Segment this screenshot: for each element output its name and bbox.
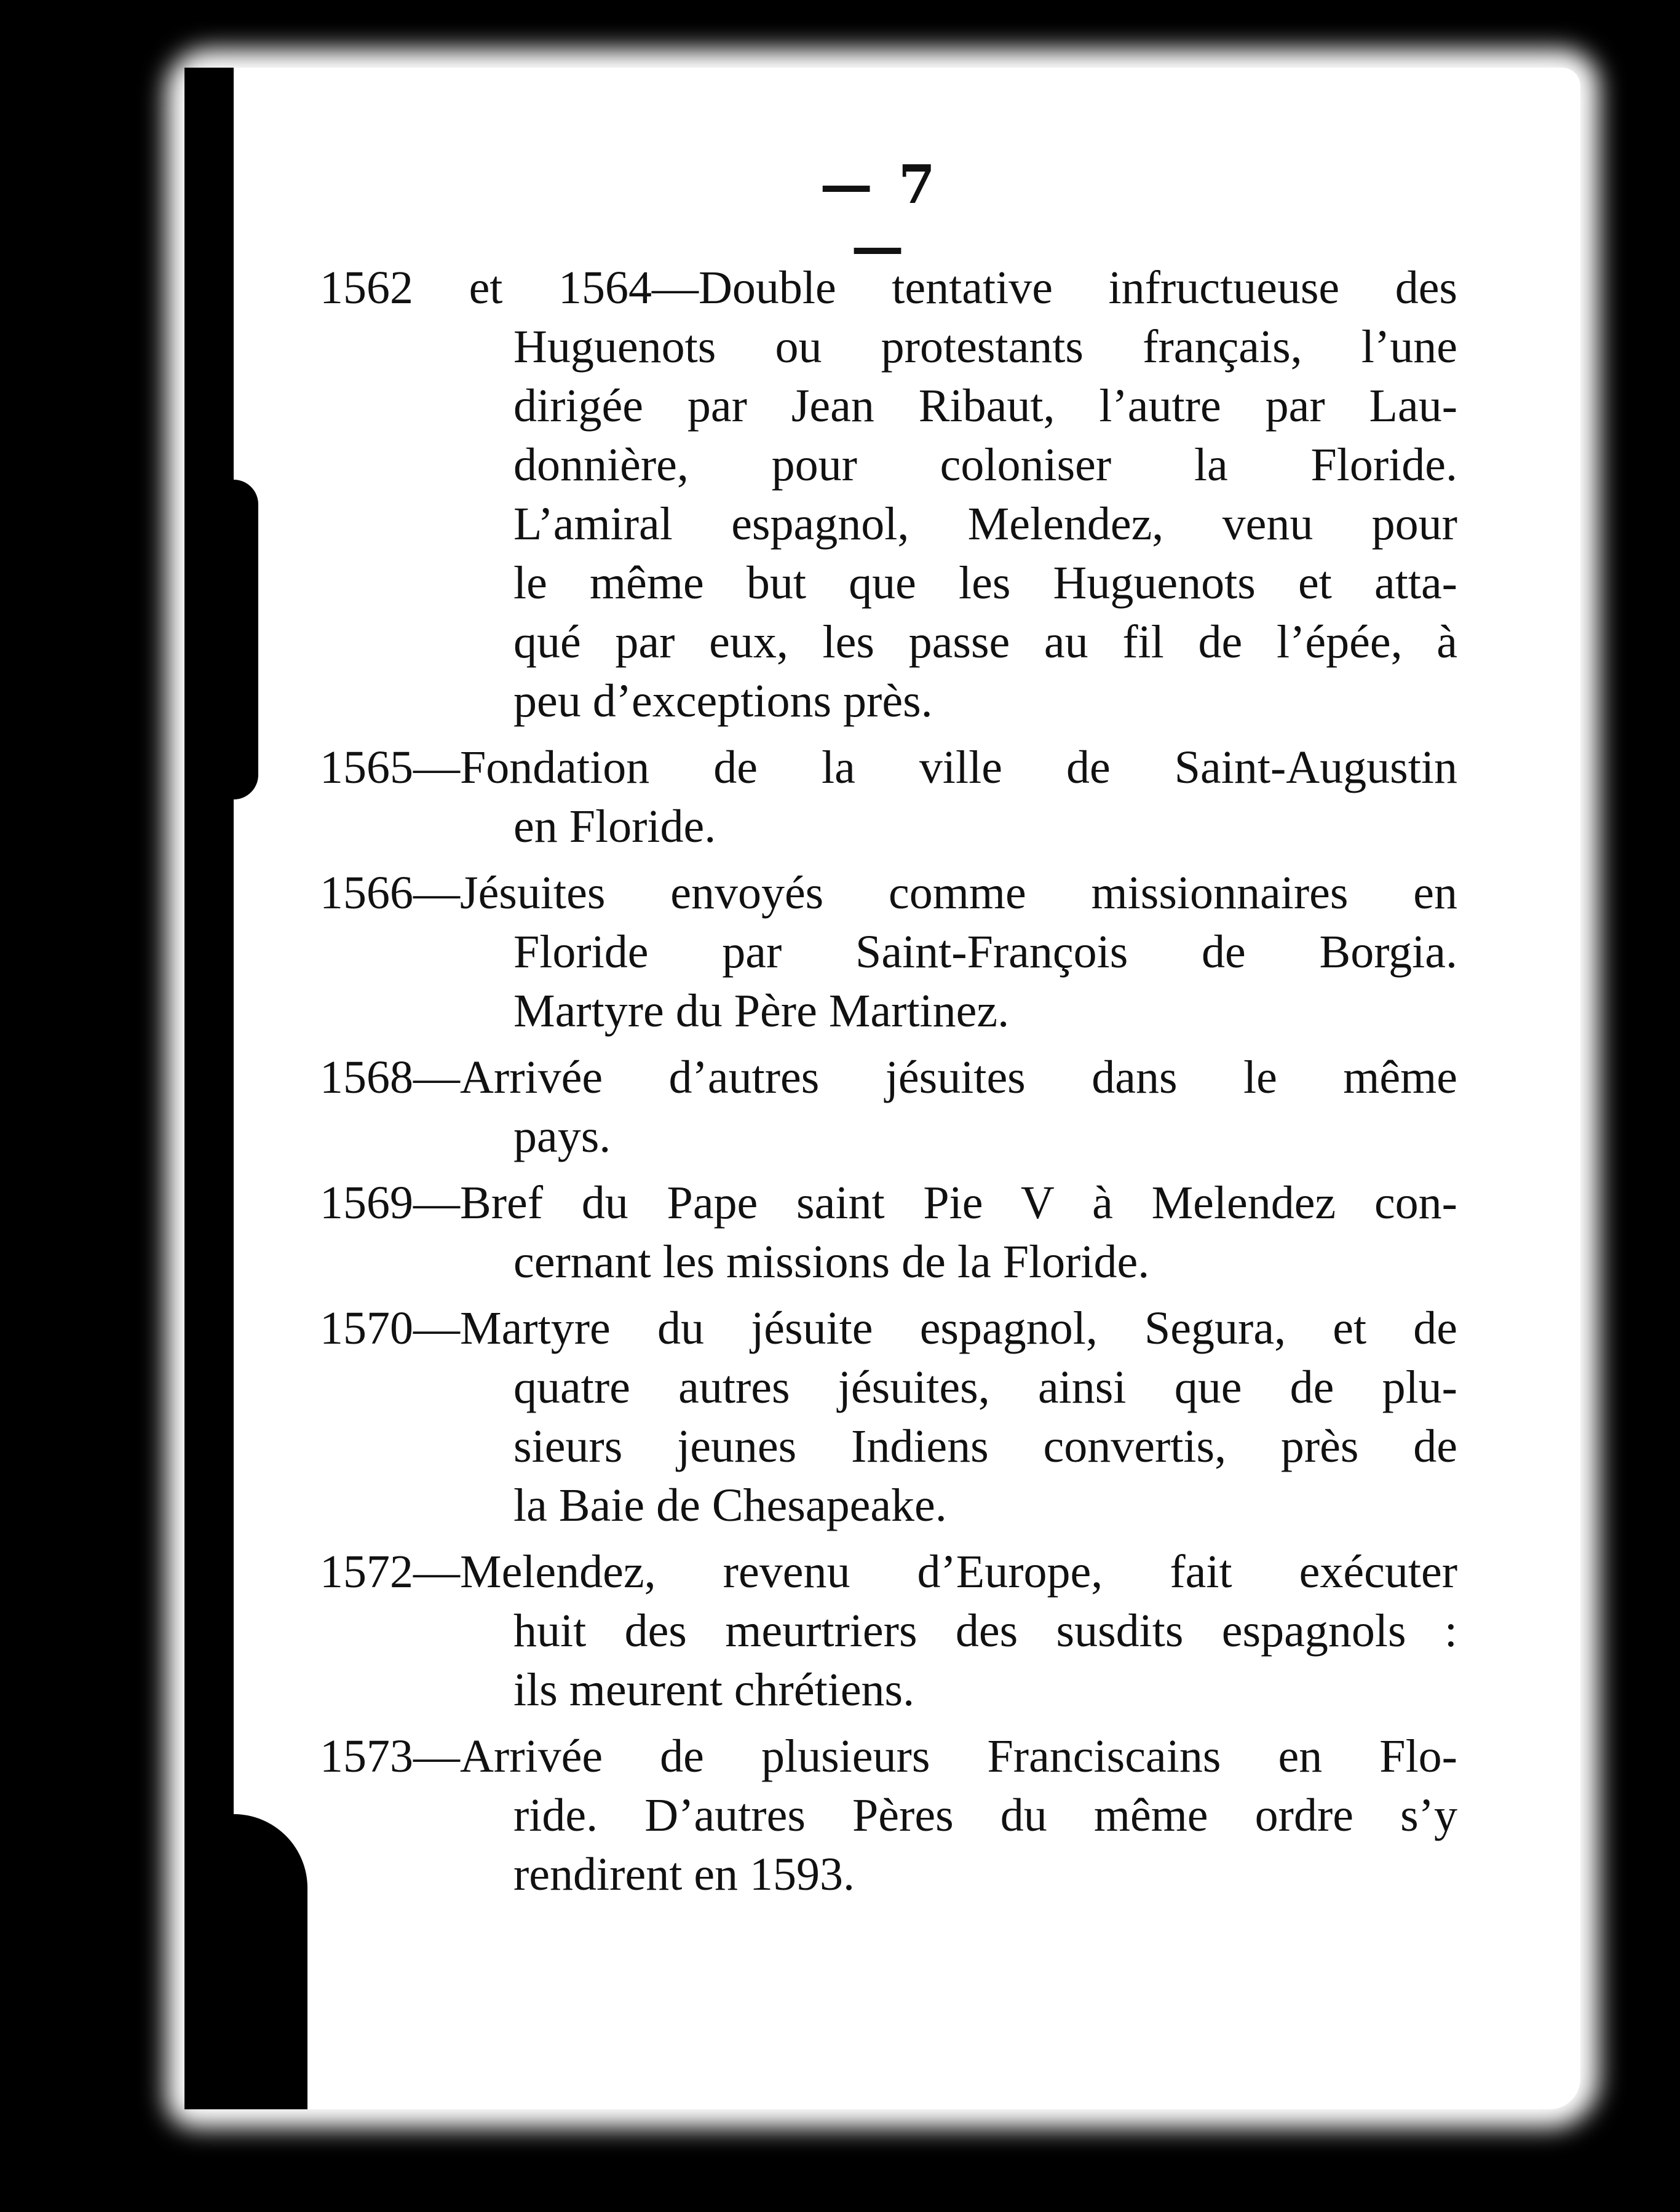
torn-edge-bottom-left [184,1814,307,2109]
entry-line: 1572—Melendez, revenu d’Europe, fait exécuter [320,1546,1457,1598]
entry-line: peu d’exceptions près. [513,675,933,727]
entry-line: Floride par Saint-François de Borgia. [513,926,1457,978]
entry-1570 [320,1299,1457,1535]
entry-line: Huguenots ou protestants français, l’une [513,321,1457,373]
entry-line: 1562 et 1564—Double tentative infructueuse des [320,262,1457,314]
entry-line: ride. D’autres Pères du même ordre s’y [513,1790,1457,1841]
entry-1573 [320,1727,1457,1904]
entry-line: 1573—Arrivée de plusieurs Franciscains en Flo- [320,1730,1457,1782]
entry-line: 1568—Arrivée d’autres jésuites dans le même [320,1052,1457,1103]
torn-edge-left-notch [234,480,258,799]
entry-line: 1566—Jésuites envoyés comme missionnaires en [320,867,1457,919]
torn-edge-left [184,68,234,2109]
entry-line: 1570—Martyre du jésuite espagnol, Segura, et de [320,1302,1457,1354]
entry-line: 1565—Fondation de la ville de Saint-Augustin [320,742,1457,793]
entry-line: la Baie de Chesapeake. [513,1480,947,1531]
entry-line: le même but que les Huguenots et atta- [513,557,1457,609]
entry-line: donnière, pour coloniser la Floride. [513,439,1457,491]
entry-line: qué par eux, les passe au fil de l’épée, à [513,616,1457,668]
entry-line: quatre autres jésuites, ainsi que de plu- [513,1362,1457,1413]
entry-1566 [320,863,1457,1041]
entry-line: huit des meurtriers des susdits espagnols : [513,1605,1457,1657]
entry-1562-1564 [320,258,1457,731]
entry-line: 1569—Bref du Pape saint Pie V à Melendez con- [320,1177,1457,1229]
entry-1568 [320,1048,1457,1166]
entry-1565 [320,738,1457,856]
entry-line: rendirent en 1593. [513,1849,855,1900]
page-number: — 7 — [820,154,939,278]
entry-1569 [320,1173,1457,1291]
chronology-list [320,258,1457,1911]
entry-line: dirigée par Jean Ribaut, l’autre par Lau- [513,380,1457,432]
entry-line: pays. [513,1111,611,1162]
entry-line: cernant les missions de la Floride. [513,1236,1150,1288]
entry-line: sieurs jeunes Indiens convertis, près de [513,1421,1457,1472]
entry-line: en Floride. [513,801,716,852]
entry-1572 [320,1542,1457,1719]
entry-line: Martyre du Père Martinez. [513,985,1010,1037]
entry-line: L’amiral espagnol, Melendez, venu pour [513,498,1457,550]
entry-line: ils meurent chrétiens. [513,1664,915,1716]
